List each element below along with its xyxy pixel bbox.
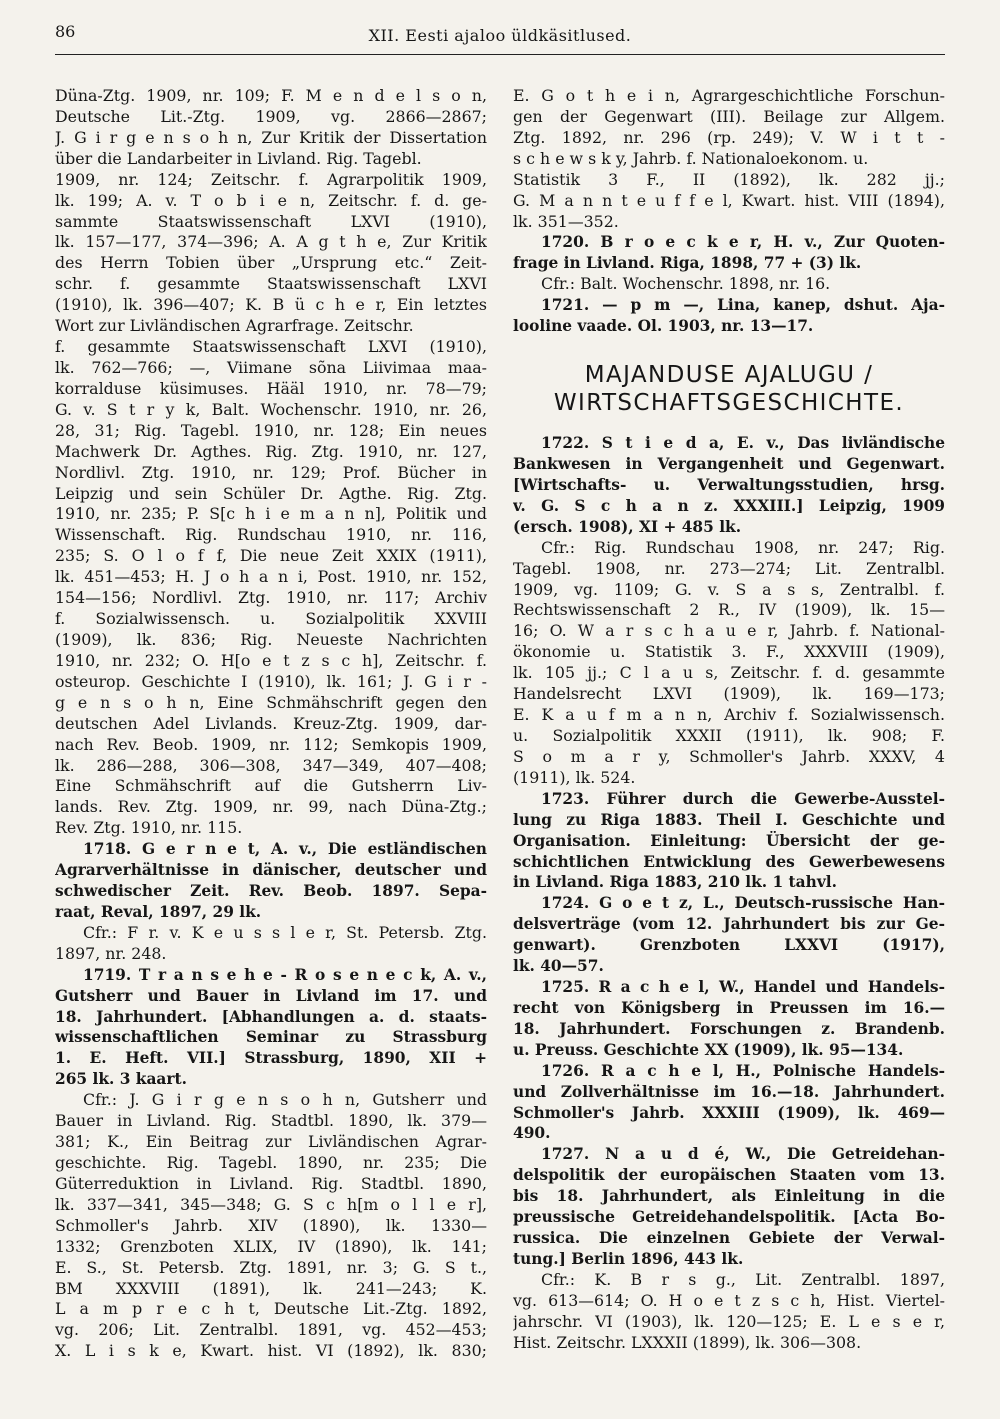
text-line: Wissenschaft. Rig. Rundschau 1910, nr. 116,	[55, 525, 487, 545]
text-line: Schmoller's Jahrb. XIV (1890), lk. 1330—	[55, 1215, 487, 1235]
text-line: Cfr.: Balt. Wochenschr. 1898, nr. 16.	[541, 274, 831, 294]
text-line: recht von Königsberg in Preussen im 16.—	[513, 998, 945, 1017]
left-column	[55, 86, 487, 1362]
text-line: Schmoller's Jahrb. XXXIII (1909), lk. 469—	[513, 1103, 945, 1122]
text-line: wissenschaftlichen Seminar zu Strassburg	[55, 1028, 487, 1047]
text-line: vg. 613—614; O. H o e t z s c h, Hist. Viertel-	[513, 1290, 945, 1310]
text-line: 265 lk. 3 kaart.	[55, 1070, 187, 1089]
text-line: X. L i s k e, Kwart. hist. VI (1892), lk. 830;	[55, 1341, 487, 1361]
text-line: lk. 762—766; —, Viimane sõna Liivimaa maa-	[55, 357, 487, 377]
text-line: raat, Reval, 1897, 29 lk.	[55, 902, 262, 921]
text-line: nach Rev. Beob. 1909, nr. 112; Semkopis 1909,	[55, 734, 487, 754]
text-line: Leipzig und sein Schüler Dr. Agthe. Rig. Ztg.	[55, 483, 487, 503]
text-line: Statistik 3 F., II (1892), lk. 282 jj.;	[513, 169, 945, 189]
text-line: 28, 31; Rig. Tagebl. 1910, nr. 128; Ein neues	[55, 420, 487, 440]
text-line: Wort zur Livländischen Agrarfrage. Zeitschr.	[55, 316, 414, 336]
text-line: Cfr.: Rig. Rundschau 1908, nr. 247; Rig.	[541, 537, 945, 557]
text-line: 381; K., Ein Beitrag zur Livländischen Agrar-	[55, 1132, 487, 1152]
text-line: lk. 40—57.	[513, 957, 604, 976]
text-line: S o m a r y, Schmoller's Jahrb. XXXV, 4	[513, 746, 945, 766]
text-line: Agrarverhältnisse in dänischer, deutscher und	[55, 861, 487, 880]
text-line: vg. 206; Lit. Zentralbl. 1891, vg. 452—453;	[55, 1320, 487, 1340]
text-line: 1727. N a u d é, W., Die Getreidehan-	[541, 1145, 945, 1164]
text-line: 18. Jahrhundert. Forschungen z. Brandenb.	[513, 1019, 945, 1038]
text-line: s c h e w s k y, Jahrb. f. Nationaloekonom. u.	[513, 148, 869, 168]
section-heading	[513, 361, 945, 417]
text-line: G. M a n n t e u f f e l, Kwart. hist. VIII (1894),	[513, 190, 945, 210]
text-line: Tagebl. 1908, nr. 273—274; Lit. Zentralbl.	[513, 558, 945, 578]
text-line: Organisation. Einleitung: Übersicht der ge-	[513, 831, 945, 850]
text-line: jahrschr. VI (1903), lk. 120—125; E. L e s e r,	[513, 1311, 945, 1331]
text-line: 1726. R a c h e l, H., Polnische Handels-	[541, 1061, 945, 1080]
text-line: lk. 337—341, 345—348; G. S c h[m o l l e r],	[55, 1194, 487, 1214]
text-line: E. S., St. Petersb. Ztg. 1891, nr. 3; G. S t.,	[55, 1257, 487, 1277]
text-line: E. G o t h e i n, Agrargeschichtliche Forschun-	[513, 86, 945, 105]
text-line: 1910, nr. 232; O. H[o e t z s c h], Zeitschr. f.	[55, 650, 487, 670]
text-line: 490.	[513, 1124, 551, 1143]
text-line: schwedischer Zeit. Rev. Beob. 1897. Sepa-	[55, 882, 487, 901]
text-line: Rev. Ztg. 1910, nr. 115.	[55, 818, 243, 838]
text-line: [Wirtschafts- u. Verwaltungsstudien, hrsg.	[513, 475, 945, 494]
text-line: Cfr.: J. G i r g e n s o h n, Gutsherr und	[83, 1090, 487, 1110]
text-line: und Zollverhältnisse im 16.—18. Jahrhundert.	[513, 1082, 945, 1101]
text-line: (1909), lk. 836; Rig. Neueste Nachrichten	[55, 629, 487, 649]
text-line: delspolitik der europäischen Staaten vom 13.	[513, 1166, 945, 1185]
text-line: BM XXXVIII (1891), lk. 241—243; K.	[55, 1278, 487, 1298]
text-line: g e n s o h n, Eine Schmähschrift gegen den	[55, 692, 487, 712]
text-line: 235; S. O l o f f, Die neue Zeit XXIX (1911),	[55, 546, 487, 566]
text-line: 1909, nr. 124; Zeitschr. f. Agrarpolitik 1909,	[55, 169, 487, 189]
text-line: bis 18. Jahrhundert, als Einleitung in die	[513, 1187, 945, 1206]
text-line: 1. E. Heft. VII.] Strassburg, 1890, XII +	[55, 1049, 487, 1068]
text-line: Düna-Ztg. 1909, nr. 109; F. M e n d e l s o n,	[55, 86, 487, 105]
text-line: lk. 451—453; H. J o h a n i, Post. 1910, nr. 152,	[55, 567, 487, 587]
text-line: lk. 286—288, 306—308, 347—349, 407—408;	[55, 755, 487, 775]
text-line: Cfr.: K. B r s g., Lit. Zentralbl. 1897,	[541, 1269, 945, 1289]
text-line: sammte Staatswissenschaft LXVI (1910),	[55, 211, 487, 231]
text-line: Hist. Zeitschr. LXXXII (1899), lk. 306—308.	[513, 1332, 862, 1352]
text-line: G. v. S t r y k, Balt. Wochenschr. 1910, nr. 26,	[55, 399, 487, 419]
text-line: Handelsrecht LXVI (1909), lk. 169—173;	[513, 684, 945, 704]
text-line: preussische Getreidehandelspolitik. [Acta Bo-	[513, 1208, 945, 1227]
text-line: Gutsherr und Bauer in Livland im 17. und	[55, 986, 487, 1005]
text-line: 1332; Grenzboten XLIX, IV (1890), lk. 141;	[55, 1236, 487, 1256]
text-line: u. Preuss. Geschichte XX (1909), lk. 95—134.	[513, 1040, 904, 1059]
text-line: lung zu Riga 1883. Theil I. Geschichte und	[513, 810, 945, 829]
text-line: u. Sozialpolitik XXXII (1911), lk. 908; F.	[513, 725, 945, 745]
text-line: Machwerk Dr. Agthes. Rig. Ztg. 1910, nr. 127,	[55, 441, 487, 461]
text-line: osteurop. Geschichte I (1910), lk. 161; J. G i r -	[55, 671, 487, 691]
text-line: lk. 351—352.	[513, 211, 619, 231]
text-line: lk. 105 jj.; C l a u s, Zeitschr. f. d. gesammte	[513, 663, 945, 683]
text-line: 1897, nr. 248.	[55, 943, 167, 963]
text-line: 18. Jahrhundert. [Abhandlungen a. d. staats-	[55, 1007, 487, 1026]
right-column	[513, 86, 945, 1354]
text-line: schichtlichen Entwicklung des Gewerbewesens	[513, 852, 945, 871]
text-line: 1721. — p m —, Lina, kanep, dshut. Aja-	[541, 296, 945, 315]
text-line: delsverträge (vom 12. Jahrhundert bis zur Ge-	[513, 915, 945, 934]
section-heading-line: WIRTSCHAFTSGESCHICHTE.	[553, 390, 905, 417]
text-line: über die Landarbeiter in Livland. Rig. Tagebl.	[55, 148, 422, 168]
text-line: 1910, nr. 235; P. S[c h i e m a n n], Politik und	[55, 504, 487, 524]
text-line: schr. f. gesammte Staatswissenschaft LXVI	[55, 274, 487, 294]
text-line: (ersch. 1908), XI + 485 lk.	[513, 517, 742, 536]
text-line: in Livland. Riga 1883, 210 lk. 1 tahvl.	[513, 873, 837, 892]
text-line: 1720. B r o e c k e r, H. v., Zur Quoten-	[541, 233, 945, 252]
text-line: geschichte. Rig. Tagebl. 1890, nr. 235; Die	[55, 1153, 487, 1173]
text-line: des Herrn Tobien über „Ursprung etc.“ Zeit-	[55, 253, 487, 273]
text-line: 1719. T r a n s e h e - R o s e n e c k, A. v.,	[83, 965, 487, 984]
text-line: J. G i r g e n s o h n, Zur Kritik der Dissertation	[55, 127, 487, 147]
text-line: genwart). Grenzboten LXXVI (1917),	[513, 936, 945, 955]
text-line: 154—156; Nordlivl. Ztg. 1910, nr. 117; Archiv	[55, 588, 487, 608]
text-line: f. gesammte Staatswissenschaft LXVI (1910),	[55, 337, 487, 357]
text-line: Rechtswissenschaft 2 R., IV (1909), lk. 15—	[513, 600, 945, 620]
text-line: E. K a u f m a n n, Archiv f. Sozialwissensch.	[513, 705, 945, 725]
text-line: deutschen Adel Livlands. Kreuz-Ztg. 1909, dar-	[55, 713, 487, 733]
text-line: lk. 157—177, 374—396; A. A g t h e, Zur Kritik	[55, 232, 487, 252]
text-line: tung.] Berlin 1896, 443 lk.	[513, 1250, 744, 1269]
text-line: (1910), lk. 396—407; K. B ü c h e r, Ein letztes	[55, 295, 487, 315]
right-column-top	[513, 86, 945, 337]
header-rule	[55, 54, 945, 55]
text-line: gen der Gegenwart (III). Beilage zur Allgem.	[513, 106, 945, 126]
text-line: lk. 199; A. v. T o b i e n, Zeitschr. f. d. ge-	[55, 190, 487, 210]
text-line: Cfr.: F r. v. K e u s s l e r, St. Petersb. Ztg.	[83, 922, 487, 942]
text-line: Ztg. 1892, nr. 296 (rp. 249); V. W i t t -	[513, 127, 945, 147]
text-line: korralduse küsimuses. Hääl 1910, nr. 78—79;	[55, 378, 487, 398]
text-line: russica. Die einzelnen Gebiete der Verwal-	[513, 1229, 945, 1248]
text-line: frage in Livland. Riga, 1898, 77 + (3) lk.	[513, 254, 862, 273]
text-line: lands. Rev. Ztg. 1909, nr. 99, nach Düna-Ztg.;	[55, 797, 487, 817]
text-line: 16; O. W a r s c h a u e r, Jahrb. f. National-	[513, 621, 945, 641]
text-line: Bankwesen in Vergangenheit und Gegenwart.	[513, 454, 945, 473]
text-line: ökonomie u. Statistik 3. F., XXXVIII (1909),	[513, 642, 945, 662]
text-line: 1722. S t i e d a, E. v., Das livländische	[541, 434, 945, 453]
text-line: v. G. S c h a n z. XXXIII.] Leipzig, 1909	[513, 496, 945, 515]
text-line: Bauer in Livland. Rig. Stadtbl. 1890, lk. 379—	[55, 1111, 487, 1131]
text-line: Deutsche Lit.-Ztg. 1909, vg. 2866—2867;	[55, 106, 487, 126]
text-line: L a m p r e c h t, Deutsche Lit.-Ztg. 1892,	[55, 1299, 487, 1319]
section-heading-line: MAJANDUSE AJALUGU /	[584, 362, 874, 389]
text-line: f. Sozialwissensch. u. Sozialpolitik XXVIII	[55, 609, 487, 629]
text-line: 1718. G e r n e t, A. v., Die estländischen	[83, 840, 487, 859]
right-column-bottom	[513, 433, 945, 1354]
page-header	[55, 18, 945, 52]
text-line: 1909, vg. 1109; G. v. S a s s, Zentralbl. f.	[513, 579, 945, 599]
page-number: 86	[55, 22, 76, 41]
text-line: Eine Schmähschrift auf die Gutsherrn Liv-	[55, 776, 487, 796]
text-line: 1725. R a c h e l, W., Handel und Handels-	[541, 978, 945, 997]
text-line: looline vaade. Ol. 1903, nr. 13—17.	[513, 317, 814, 336]
running-title: XII. Eesti ajaloo üldkäsitlused.	[368, 26, 632, 45]
text-line: Güterreduktion in Livland. Rig. Stadtbl. 1890,	[55, 1173, 487, 1193]
text-line: (1911), lk. 524.	[513, 767, 636, 787]
text-line: Nordlivl. Ztg. 1910, nr. 129; Prof. Bücher in	[55, 462, 487, 482]
text-line: 1723. Führer durch die Gewerbe-Ausstel-	[541, 789, 945, 808]
text-line: 1724. G o e t z, L., Deutsch-russische Han-	[541, 894, 945, 913]
